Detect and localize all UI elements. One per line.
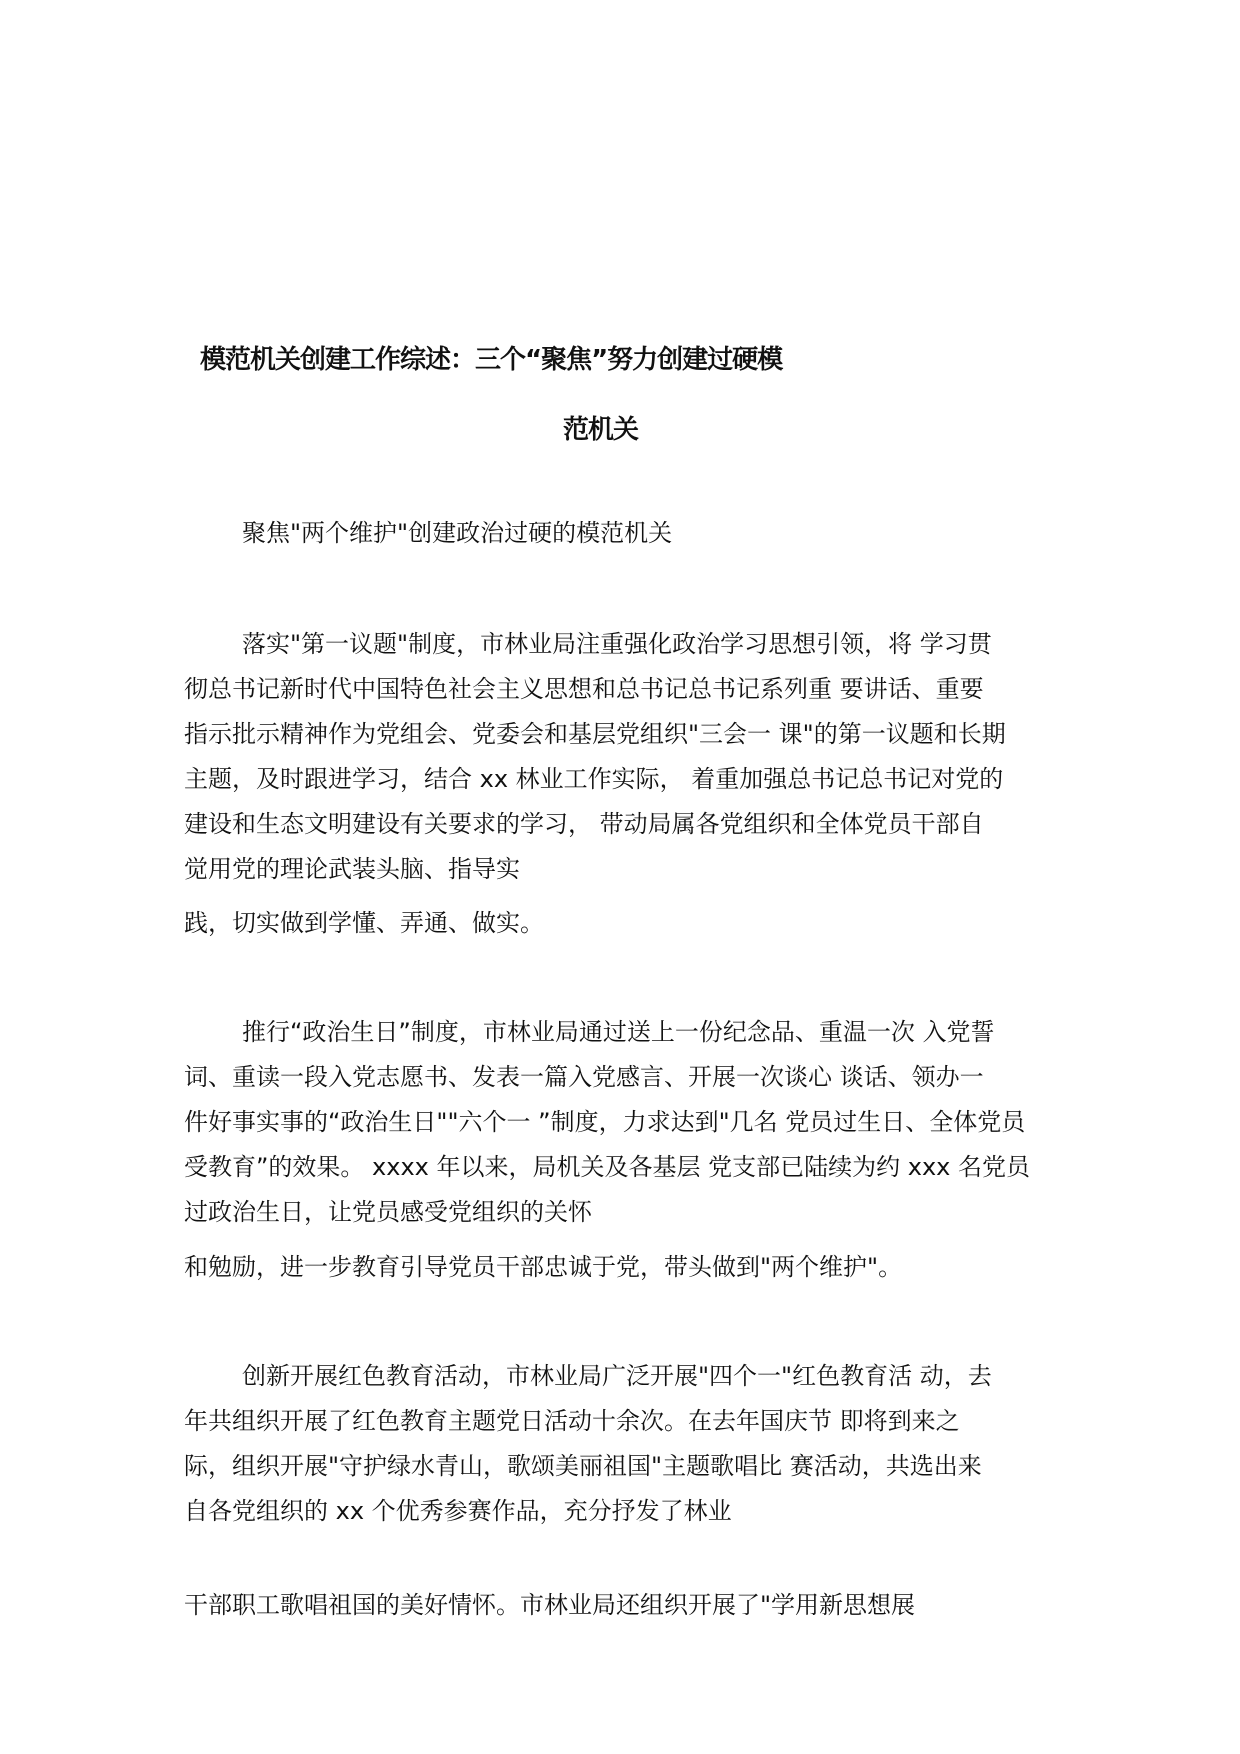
- paragraph-line: 推行“政治生日”制度，市林业局通过送上一份纪念品、重温一次 入党誓: [242, 1018, 995, 1046]
- section-heading: 聚焦"两个维护"创建政治过硬的模范机关: [242, 519, 673, 547]
- paragraph-line: 落实"第一议题"制度，市林业局注重强化政治学习思想引领，将 学习贯: [242, 630, 992, 658]
- paragraph-line: 彻总书记新时代中国特色社会主义思想和总书记总书记系列重 要讲话、重要: [184, 675, 984, 703]
- paragraph-line: 过政治生日，让党员感受党组织的关怀: [184, 1198, 592, 1226]
- paragraph-3-tail: 干部职工歌唱祖国的美好情怀。市林业局还组织开展了"学用新思想展: [184, 1591, 916, 1619]
- paragraph-line: 际，组织开展"守护绿水青山，歌颂美丽祖国"主题歌唱比 赛活动，共选出来: [184, 1452, 982, 1480]
- paragraph-1-tail: 践，切实做到学懂、弄通、做实。: [184, 909, 544, 937]
- paragraph-line: 觉用党的理论武装头脑、指导实: [184, 855, 520, 883]
- paragraph-line: 建设和生态文明建设有关要求的学习， 带动局属各党组织和全体党员干部自: [184, 810, 984, 838]
- paragraph-line: 指示批示精神作为党组会、党委会和基层党组织"三会一 课"的第一议题和长期: [184, 720, 1006, 748]
- document-title-line-1: 模范机关创建工作综述：三个“聚焦”努力创建过硬模: [200, 345, 783, 375]
- paragraph-line: 主题，及时跟进学习，结合 xx 林业工作实际， 着重加强总书记总书记对党的: [184, 765, 1004, 793]
- paragraph-2: [184, 1010, 1064, 1235]
- paragraph-line: 受教育”的效果。 xxxx 年以来，局机关及各基层 党支部已陆续为约 xxx 名党员: [184, 1153, 1030, 1181]
- paragraph-line: 词、重读一段入党志愿书、发表一篇入党感言、开展一次谈心 谈话、领办一: [184, 1063, 984, 1091]
- paragraph-line: 件好事实事的“政治生日""六个一 ”制度，力求达到"几名 党员过生日、全体党员: [184, 1108, 1026, 1136]
- paragraph-3: [184, 1354, 1064, 1534]
- paragraph-line: 自各党组织的 xx 个优秀参赛作品，充分抒发了林业: [184, 1497, 732, 1525]
- paragraph-line: 年共组织开展了红色教育主题党日活动十余次。在去年国庆节 即将到来之: [184, 1407, 960, 1435]
- paragraph-line: 创新开展红色教育活动，市林业局广泛开展"四个一"红色教育活 动，去: [242, 1362, 992, 1390]
- paragraph-2-tail: 和勉励，进一步教育引导党员干部忠诚于党，带头做到"两个维护"。: [184, 1253, 903, 1281]
- document-title-line-2: 范机关: [563, 415, 639, 445]
- paragraph-1: [184, 622, 1064, 892]
